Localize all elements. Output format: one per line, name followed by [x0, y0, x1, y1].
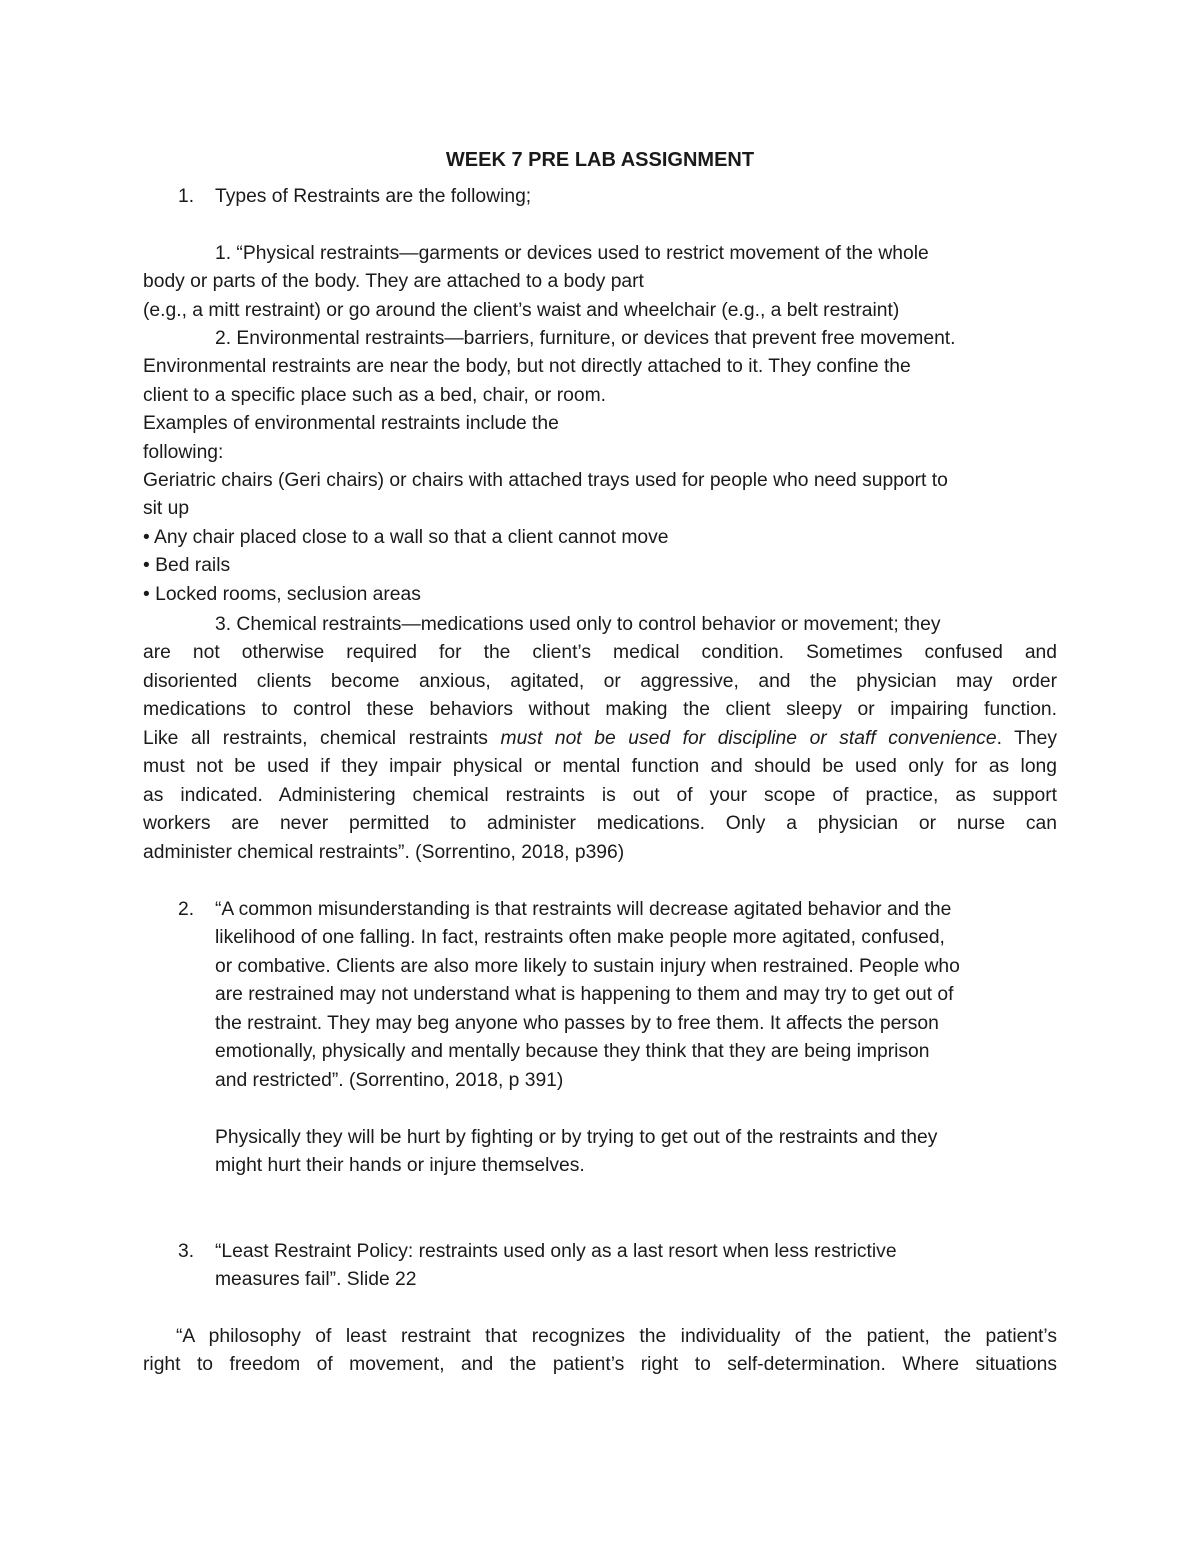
q3-number: 3. — [178, 1241, 195, 1262]
q2-citation: and restricted”. (Sorrentino, 2018, p 391) — [215, 1070, 564, 1091]
q1-intro: Types of Restraints are the following; — [215, 186, 532, 207]
q2-paragraph-line: might hurt their hands or injure themselves. — [215, 1155, 585, 1176]
bullet-item: • Locked rooms, seclusion areas — [143, 584, 421, 605]
q2-line: likelihood of one falling. In fact, restraints often make people more agitated, confused, — [215, 927, 945, 948]
bullet-item: • Any chair placed close to a wall so that a client cannot move — [143, 527, 669, 548]
q3-line: “Least Restraint Policy: restraints used only as a last resort when less restrictive — [215, 1241, 897, 1262]
q1-line: medications to control these behaviors without making the client sleepy or impairing function. — [143, 699, 1057, 720]
q2-line: the restraint. They may beg anyone who passes by to free them. It affects the person — [215, 1013, 939, 1034]
q1-line: 2. Environmental restraints—barriers, furniture, or devices that prevent free movement. — [215, 328, 956, 349]
q1-line: 1. “Physical restraints—garments or devices used to restrict movement of the whole — [215, 243, 929, 264]
q2-line: are restrained may not understand what is happening to them and may try to get out of — [215, 984, 954, 1005]
q3-line: measures fail”. Slide 22 — [215, 1269, 417, 1290]
q2-line: or combative. Clients are also more likely to sustain injury when restrained. People who — [215, 956, 960, 977]
q1-line: Environmental restraints are near the body, but not directly attached to it. They confine the — [143, 356, 911, 377]
page-title: WEEK 7 PRE LAB ASSIGNMENT — [445, 149, 755, 171]
q2-paragraph-line: Physically they will be hurt by fighting or by trying to get out of the restraints and they — [215, 1127, 938, 1148]
bullet-item: • Bed rails — [143, 555, 231, 576]
q1-line: Geriatric chairs (Geri chairs) or chairs with attached trays used for people who need support to — [143, 470, 948, 491]
q1-line: Examples of environmental restraints include the — [143, 413, 559, 434]
q2-number: 2. — [178, 899, 195, 920]
q1-line: client to a specific place such as a bed, chair, or room. — [143, 385, 606, 406]
q1-line: disoriented clients become anxious, agitated, or aggressive, and the physician may order — [143, 671, 1057, 692]
q1-line-mixed — [143, 727, 1057, 751]
q2-line: “A common misunderstanding is that restraints will decrease agitated behavior and the — [215, 899, 952, 920]
q1-text: Like all restraints, chemical restraints — [143, 728, 501, 749]
q1-line: workers are never permitted to administer medications. Only a physician or nurse can — [143, 813, 1057, 834]
q1-italic-text: must not be used for discipline or staff convenience — [500, 728, 997, 749]
q3-paragraph-line: “A philosophy of least restraint that recognizes the individuality of the patient, the patient’s — [176, 1326, 1057, 1347]
q3-paragraph-line: right to freedom of movement, and the patient’s right to self-determination. Where situations — [143, 1354, 1057, 1375]
q1-line: following: — [143, 442, 224, 463]
q1-number: 1. — [178, 186, 195, 207]
q1-line: body or parts of the body. They are attached to a body part — [143, 271, 644, 292]
q2-line: emotionally, physically and mentally because they think that they are being imprison — [215, 1041, 930, 1062]
q1-text: . They — [996, 728, 1058, 749]
q1-line: are not otherwise required for the client’s medical condition. Sometimes confused and — [143, 642, 1057, 663]
q1-line: 3. Chemical restraints—medications used only to control behavior or movement; they — [215, 614, 941, 635]
q1-citation: administer chemical restraints”. (Sorrentino, 2018, p396) — [143, 842, 625, 863]
q1-line: sit up — [143, 498, 190, 519]
q1-line: must not be used if they impair physical or mental function and should be used only for as long — [143, 756, 1057, 777]
q1-line: (e.g., a mitt restraint) or go around the client’s waist and wheelchair (e.g., a belt restraint) — [143, 300, 900, 321]
q1-line: as indicated. Administering chemical restraints is out of your scope of practice, as support — [143, 785, 1057, 806]
